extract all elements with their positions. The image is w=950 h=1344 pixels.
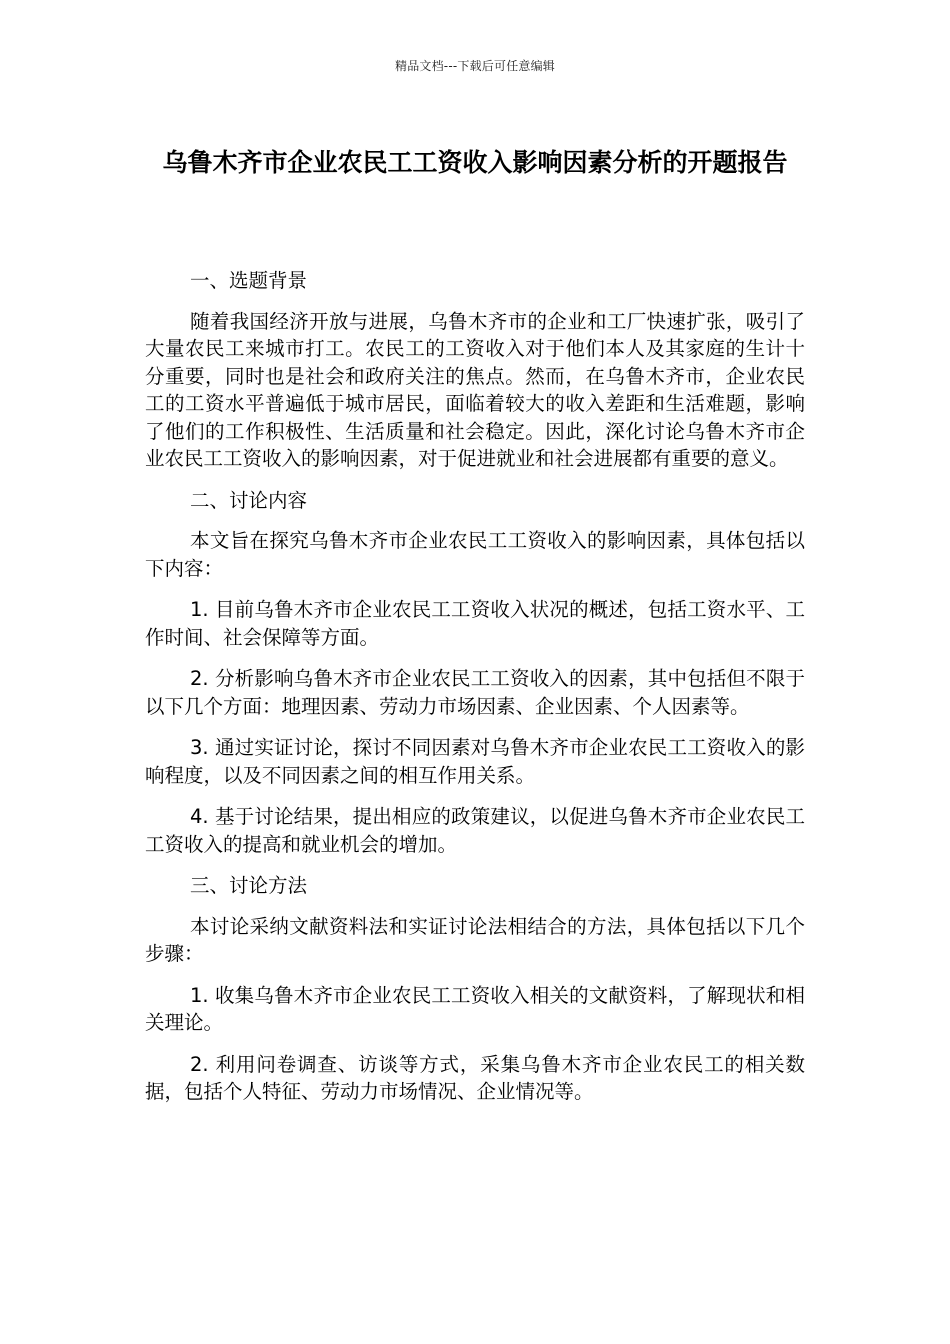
paragraph-background: 随着我国经济开放与进展，乌鲁木齐市的企业和工厂快速扩张，吸引了大量农民工来城市打工。农民工的工资收入对于他们本人及其家庭的生计十分重要，同时也是社会和政府关注的焦点。然而，在乌鲁木齐市，企业农民工的工资水平普遍低于城市居民，面临着较大的收入差距和生活难题，影响了他们的工作积极性、生活质量和社会稳定。因此，深化讨论乌鲁木齐市企业农民工工资收入的影响因素，对于促进就业和社会进展都有重要的意义。	[145, 309, 805, 470]
document-body	[145, 267, 805, 1120]
method-item-1: 1. 收集乌鲁木齐市企业农民工工资收入相关的文献资料，了解现状和相关理论。	[145, 983, 805, 1034]
content-item-1: 1. 目前乌鲁木齐市企业农民工工资收入状况的概述，包括工资水平、工作时间、社会保障等方面。	[145, 598, 805, 649]
content-item-3: 3. 通过实证讨论，探讨不同因素对乌鲁木齐市企业农民工工资收入的影响程度，以及不同因素之间的相互作用关系。	[145, 736, 805, 787]
paragraph-content-intro: 本文旨在探究乌鲁木齐市企业农民工工资收入的影响因素，具体包括以下内容：	[145, 529, 805, 580]
method-item-2: 2. 利用问卷调查、访谈等方式，采集乌鲁木齐市企业农民工的相关数据，包括个人特征、劳动力市场情况、企业情况等。	[145, 1052, 805, 1103]
content-item-2: 2. 分析影响乌鲁木齐市企业农民工工资收入的因素，其中包括但不限于以下几个方面：地理因素、劳动力市场因素、企业因素、个人因素等。	[145, 667, 805, 718]
paragraph-method-intro: 本讨论采纳文献资料法和实证讨论法相结合的方法，具体包括以下几个步骤：	[145, 914, 805, 965]
document-title: 乌鲁木齐市企业农民工工资收入影响因素分析的开题报告	[162, 148, 788, 177]
page-header: 精品文档---下载后可任意编辑	[395, 59, 555, 73]
content-item-4: 4. 基于讨论结果，提出相应的政策建议，以促进乌鲁木齐市企业农民工工资收入的提高和就业机会的增加。	[145, 805, 805, 856]
section-heading-background: 一、选题背景	[190, 269, 308, 292]
section-heading-method: 三、讨论方法	[190, 874, 308, 897]
section-heading-content: 二、讨论内容	[190, 488, 308, 512]
